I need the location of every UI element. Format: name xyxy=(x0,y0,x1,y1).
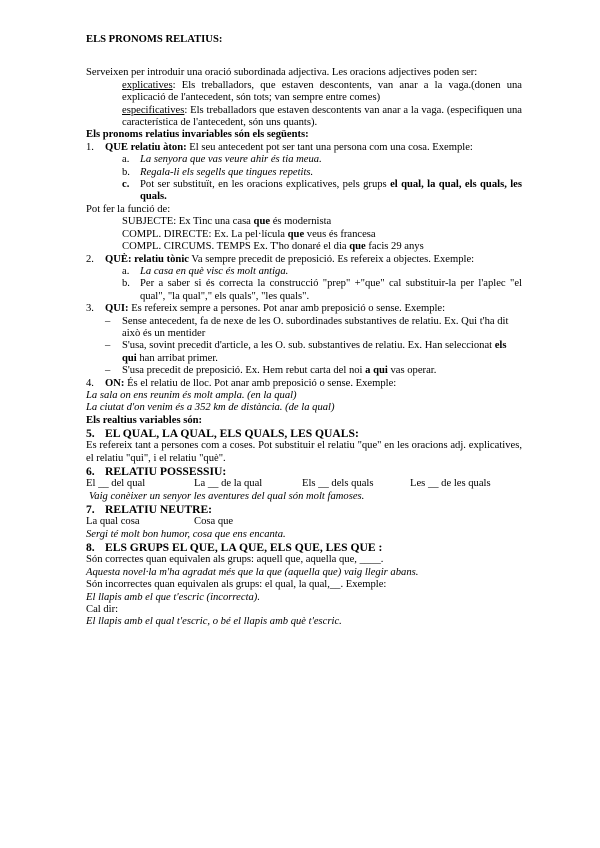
type-text: : Els treballadors, que estaven descontents, van anar a la vaga.(donen una explicació de l'antecedent, són tots; van sempre entre comes) xyxy=(122,79,522,104)
section-head: QUE relatiu àton: xyxy=(105,141,187,153)
section-number: 1. xyxy=(86,141,94,153)
item-text: Regala-li els segells que tingues repetits. xyxy=(140,166,314,178)
dash-text: S'usa, sovint precedit d'article, a les O. sub. substantives de relatiu. Ex. Han seleccionat xyxy=(122,340,495,352)
type-label: explicatives xyxy=(122,79,173,91)
item-marker: c. xyxy=(122,179,130,191)
section-number: 6. xyxy=(86,465,95,479)
example-line: El llapis amb el qual t'escric, o bé el llapis amb què t'escric. xyxy=(86,616,342,628)
section-3 xyxy=(86,303,522,315)
dash-marker: – xyxy=(105,340,111,352)
list-item xyxy=(86,266,522,278)
section-text xyxy=(86,303,522,315)
function-text: és modernista xyxy=(270,216,332,228)
item-marker: a. xyxy=(122,265,130,277)
dash-item xyxy=(86,340,522,365)
list-item xyxy=(86,179,522,204)
dash-text: S'usa precedit de preposició. Ex. Hem rebut carta del noi xyxy=(122,365,366,377)
body-line: Són correctes quan equivalen als grups: aquell que, aquella que, ____. xyxy=(86,554,384,566)
document-title: ELS PRONOMS RELATIUS: xyxy=(86,34,223,45)
section-desc: Va sempre precedit de preposició. Es refereix a objectes. Exemple: xyxy=(188,253,475,265)
item-text: La senyora que vas veure ahir és tia meua. xyxy=(140,154,322,166)
example-line: El llapis amb el que t'escric (incorrecta). xyxy=(86,591,260,603)
example-line: La ciutat d'on venim és a 352 km de distància. (de la qual) xyxy=(86,402,335,414)
body-line: Cal dir: xyxy=(86,604,119,616)
section-head: EL QUAL, LA QUAL, ELS QUALS, LES QUALS: xyxy=(105,427,359,441)
function-intro: Pot fer la funció de: xyxy=(86,203,171,215)
section-desc: És el relatiu de lloc. Pot anar amb preposició o sense. Exemple: xyxy=(124,377,397,389)
section-7 xyxy=(86,503,522,516)
function-text: COMPL. DIRECTE: Ex. La pel·lícula xyxy=(122,228,288,240)
function-line xyxy=(86,241,522,253)
item-marker: b. xyxy=(122,166,130,178)
section-desc: Es refereix tant a persones com a coses. Pot substituir el relatiu "que" en les oracions adj. explicatives, el relatiu "qui", i el relatiu "què". xyxy=(86,440,522,464)
example-line: La sala on ens reunim és molt ampla. (en la qual) xyxy=(86,389,297,401)
type-explicatives xyxy=(86,80,522,105)
neuter-forms xyxy=(86,516,522,528)
form-item: Cosa que xyxy=(194,516,234,528)
section-desc: El seu antecedent pot ser tant una persona com una cosa. Exemple: xyxy=(186,141,473,153)
section-head: ELS GRUPS EL QUE, LA QUE, ELS QUE, LES QUE : xyxy=(105,541,383,555)
section-head: QUI: xyxy=(105,303,129,315)
function-text: COMPL. CIRCUMS. TEMPS Ex. T'ho donaré el dia xyxy=(122,241,350,253)
dash-item xyxy=(86,316,522,341)
example-line: Vaig conèixer un senyor les aventures del qual són molt famoses. xyxy=(89,490,365,502)
list-item xyxy=(86,154,522,166)
section-5 xyxy=(86,427,522,440)
section-6 xyxy=(86,465,522,478)
section-head: QUÈ: relatiu tònic xyxy=(105,253,189,265)
section-number: 5. xyxy=(86,427,95,441)
form-item: El __ del qual xyxy=(86,478,146,490)
function-line xyxy=(86,216,522,228)
section-number: 8. xyxy=(86,541,95,555)
section-number: 7. xyxy=(86,503,95,517)
form-item: Els __ dels quals xyxy=(302,478,374,490)
section-8 xyxy=(86,541,522,554)
list-item xyxy=(86,278,522,303)
section-4 xyxy=(86,378,522,390)
dash-marker: – xyxy=(105,365,111,377)
section-number: 2. xyxy=(86,253,94,265)
function-line xyxy=(86,229,522,241)
section-number: 4. xyxy=(86,377,94,389)
form-item: Les __ de les quals xyxy=(410,478,491,490)
section-text xyxy=(86,378,522,390)
item-text: Pot ser substituït, en les oracions explicatives, pels grups xyxy=(140,179,391,191)
dash-bold: a qui xyxy=(365,365,388,377)
dash-bold: els qui xyxy=(122,340,507,364)
document-page xyxy=(86,34,522,629)
type-text: : Els treballadors que estaven descontents van anar a la vaga. (especifiquen una característica de l'antecedent, són uns quants). xyxy=(122,104,522,129)
possessive-forms xyxy=(86,478,522,490)
body-line: Són incorrectes quan equivalen als grups: el qual, la qual,__. Exemple: xyxy=(86,579,387,591)
function-bold: que xyxy=(253,216,271,228)
function-text: facis 29 anys xyxy=(365,241,424,253)
dash-text: han arribat primer. xyxy=(136,352,218,364)
example-line: Aquesta novel·la m'ha agradat més que la que (aquella que) vaig llegir abans. xyxy=(86,566,419,578)
dash-marker: – xyxy=(105,315,111,327)
section-head: ON: xyxy=(105,377,125,389)
function-text: veus és francesa xyxy=(304,228,376,240)
item-bold: el qual, la qual, els quals, les quals. xyxy=(140,179,523,203)
function-bold: que xyxy=(349,241,366,253)
section-1 xyxy=(86,142,522,154)
section-text xyxy=(86,142,522,154)
section-2 xyxy=(86,254,522,266)
section-number: 3. xyxy=(86,303,94,315)
item-text: Per a saber si és correcta la construcció "prep" +"que" cal substituir-la per l'aplec "el qual", "la qual"," els quals", "les quals". xyxy=(140,278,522,302)
section-text xyxy=(86,254,522,266)
item-text: La casa en què visc és molt antiga. xyxy=(140,265,289,277)
item-marker: b. xyxy=(122,278,130,290)
dash-item xyxy=(86,365,522,377)
section-head: RELATIU NEUTRE: xyxy=(105,503,213,517)
form-item: La qual cosa xyxy=(86,516,140,528)
section-desc: Es refereix sempre a persones. Pot anar amb preposició o sense. Exemple: xyxy=(128,303,446,315)
section-head: RELATIU POSSESSIU: xyxy=(105,465,227,479)
form-item: La __ de la qual xyxy=(194,478,263,490)
intro-paragraph: Serveixen per introduir una oració subordinada adjectiva. Les oracions adjectives poden ser: xyxy=(86,67,478,79)
function-bold: que xyxy=(287,228,305,240)
type-label: especificatives xyxy=(122,104,185,116)
invariable-heading: Els pronoms relatius invariables són els següents: xyxy=(86,129,309,141)
variable-heading: Els realtius variables són: xyxy=(86,414,203,426)
function-text: SUBJECTE: Ex Tinc una casa xyxy=(122,216,254,228)
dash-text: vas operar. xyxy=(387,365,437,377)
type-especificatives xyxy=(86,105,522,130)
dash-text: Sense antecedent, fa de nexe de les O. subordinades substantives de relatiu. Ex. Qui t'ha dit això és un mentider xyxy=(122,315,509,339)
example-line: Sergi té molt bon humor, cosa que ens encanta. xyxy=(86,528,286,540)
list-item xyxy=(86,167,522,179)
item-marker: a. xyxy=(122,154,130,166)
